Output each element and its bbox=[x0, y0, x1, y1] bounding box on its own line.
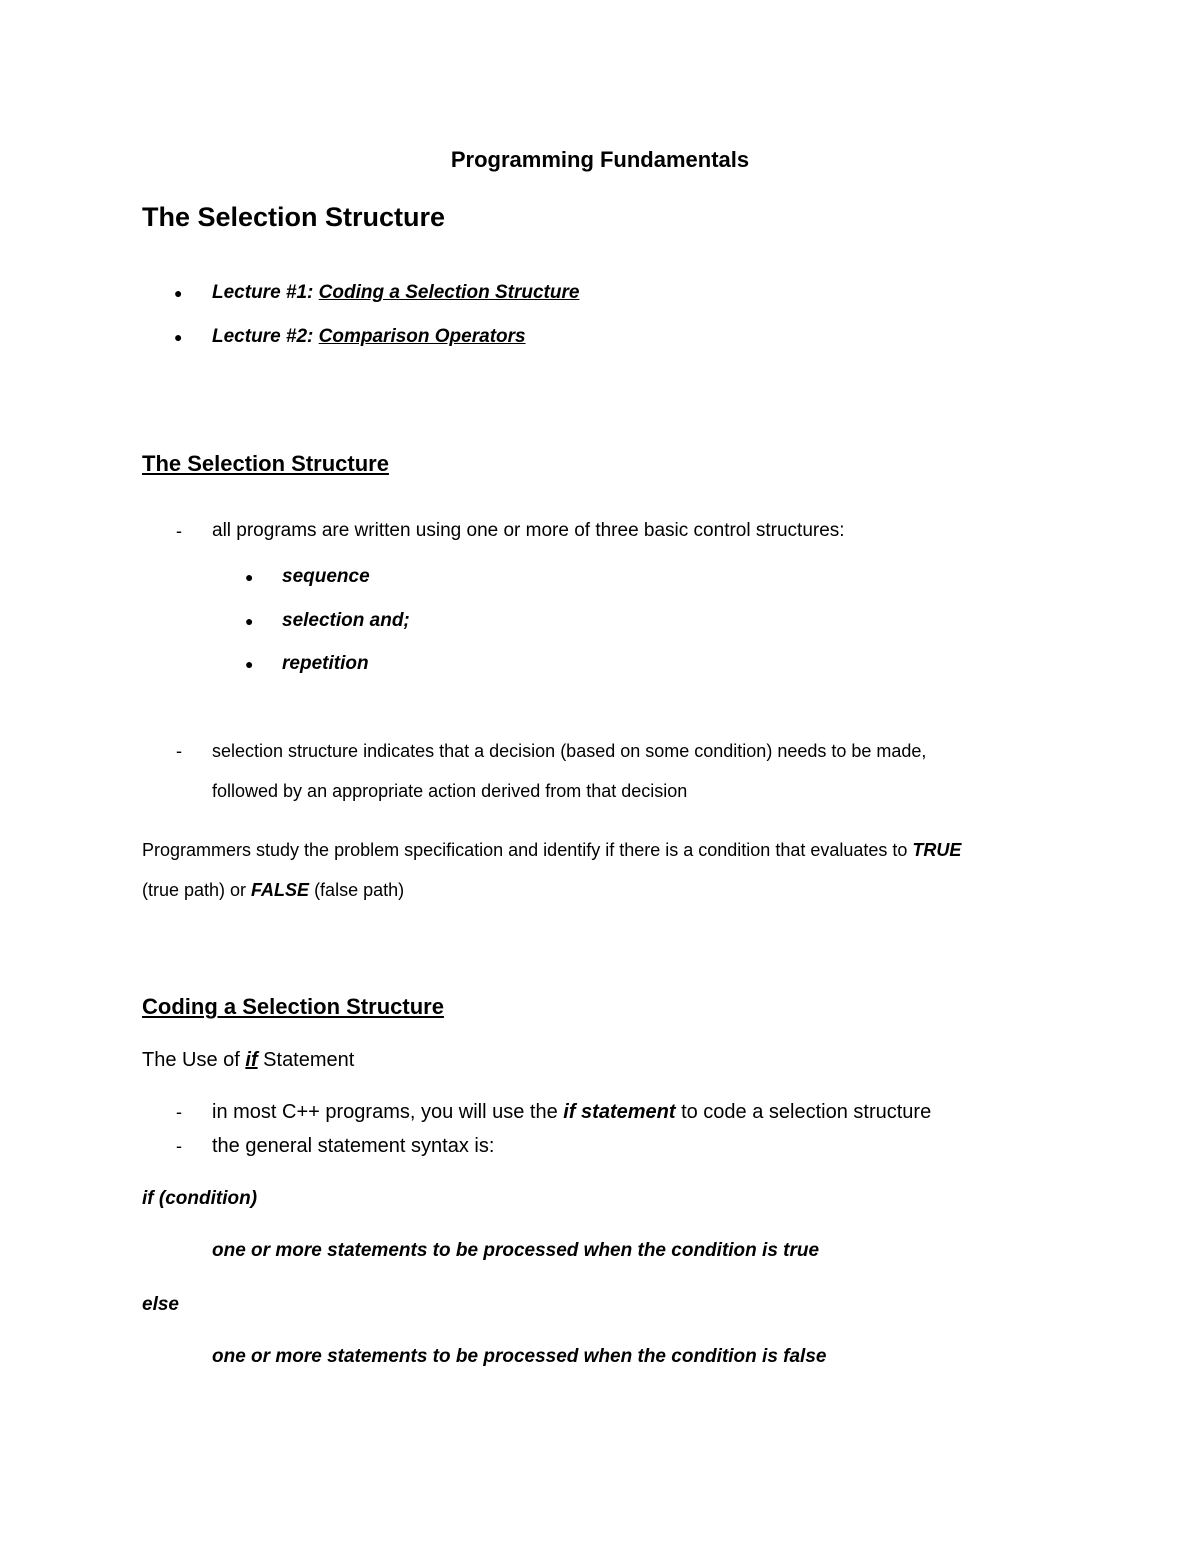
true-keyword: TRUE bbox=[912, 840, 962, 860]
usage-text: to code a selection structure bbox=[675, 1101, 932, 1123]
programmers-paragraph-line-2 bbox=[142, 880, 404, 901]
if-statement-subheading bbox=[142, 1049, 354, 1072]
dash-bullet: - bbox=[176, 1102, 182, 1122]
if-keyword: if bbox=[245, 1049, 258, 1071]
bullet-icon: ● bbox=[245, 569, 254, 585]
dash-bullet: - bbox=[176, 1136, 182, 1156]
subheading-text: The Use of bbox=[142, 1049, 246, 1071]
lecture-link-coding[interactable]: Coding a Selection Structure bbox=[318, 282, 580, 303]
structure-sequence: sequence bbox=[282, 566, 370, 587]
bullet-icon: ● bbox=[245, 613, 254, 629]
paragraph-text: Programmers study the problem specification and identify if there is a condition that evaluates to bbox=[142, 840, 913, 860]
section-heading-selection: The Selection Structure bbox=[142, 451, 389, 476]
syntax-intro: the general statement syntax is: bbox=[212, 1135, 495, 1157]
false-keyword: FALSE bbox=[251, 880, 310, 900]
bullet-icon: ● bbox=[174, 329, 183, 345]
paragraph-text: (false path) bbox=[309, 880, 405, 900]
description-line-2: followed by an appropriate action derived from that decision bbox=[212, 781, 688, 801]
if-usage-text bbox=[212, 1101, 931, 1124]
programmers-paragraph-line-1 bbox=[142, 840, 961, 861]
lecture-item bbox=[212, 282, 579, 304]
structure-selection: selection and; bbox=[282, 610, 410, 631]
syntax-true-branch: one or more statements to be processed when the condition is true bbox=[212, 1240, 820, 1261]
page-heading: The Selection Structure bbox=[142, 202, 446, 232]
dash-bullet: - bbox=[176, 741, 182, 761]
bullet-icon: ● bbox=[245, 656, 254, 672]
lecture-prefix: Lecture #1: bbox=[212, 282, 314, 303]
structure-repetition: repetition bbox=[282, 653, 369, 674]
usage-text: in most C++ programs, you will use the bbox=[212, 1101, 564, 1123]
lecture-link-comparison[interactable]: Comparison Operators bbox=[318, 326, 526, 347]
if-statement-keyword: if statement bbox=[563, 1101, 676, 1123]
description-line-1: selection structure indicates that a decision (based on some condition) needs to be made, bbox=[212, 741, 927, 761]
dash-bullet: - bbox=[176, 521, 182, 541]
document-title: Programming Fundamentals bbox=[450, 147, 750, 172]
section-heading-coding: Coding a Selection Structure bbox=[142, 994, 444, 1019]
syntax-if-line: if (condition) bbox=[142, 1188, 258, 1209]
syntax-else-line: else bbox=[142, 1294, 179, 1315]
syntax-false-branch: one or more statements to be processed when the condition is false bbox=[212, 1346, 827, 1367]
subheading-text: Statement bbox=[257, 1049, 355, 1071]
paragraph-text: (true path) or bbox=[142, 880, 252, 900]
bullet-icon: ● bbox=[174, 285, 183, 301]
lecture-prefix: Lecture #2: bbox=[212, 326, 314, 347]
intro-text: all programs are written using one or more of three basic control structures: bbox=[212, 520, 845, 541]
lecture-item bbox=[212, 326, 526, 348]
